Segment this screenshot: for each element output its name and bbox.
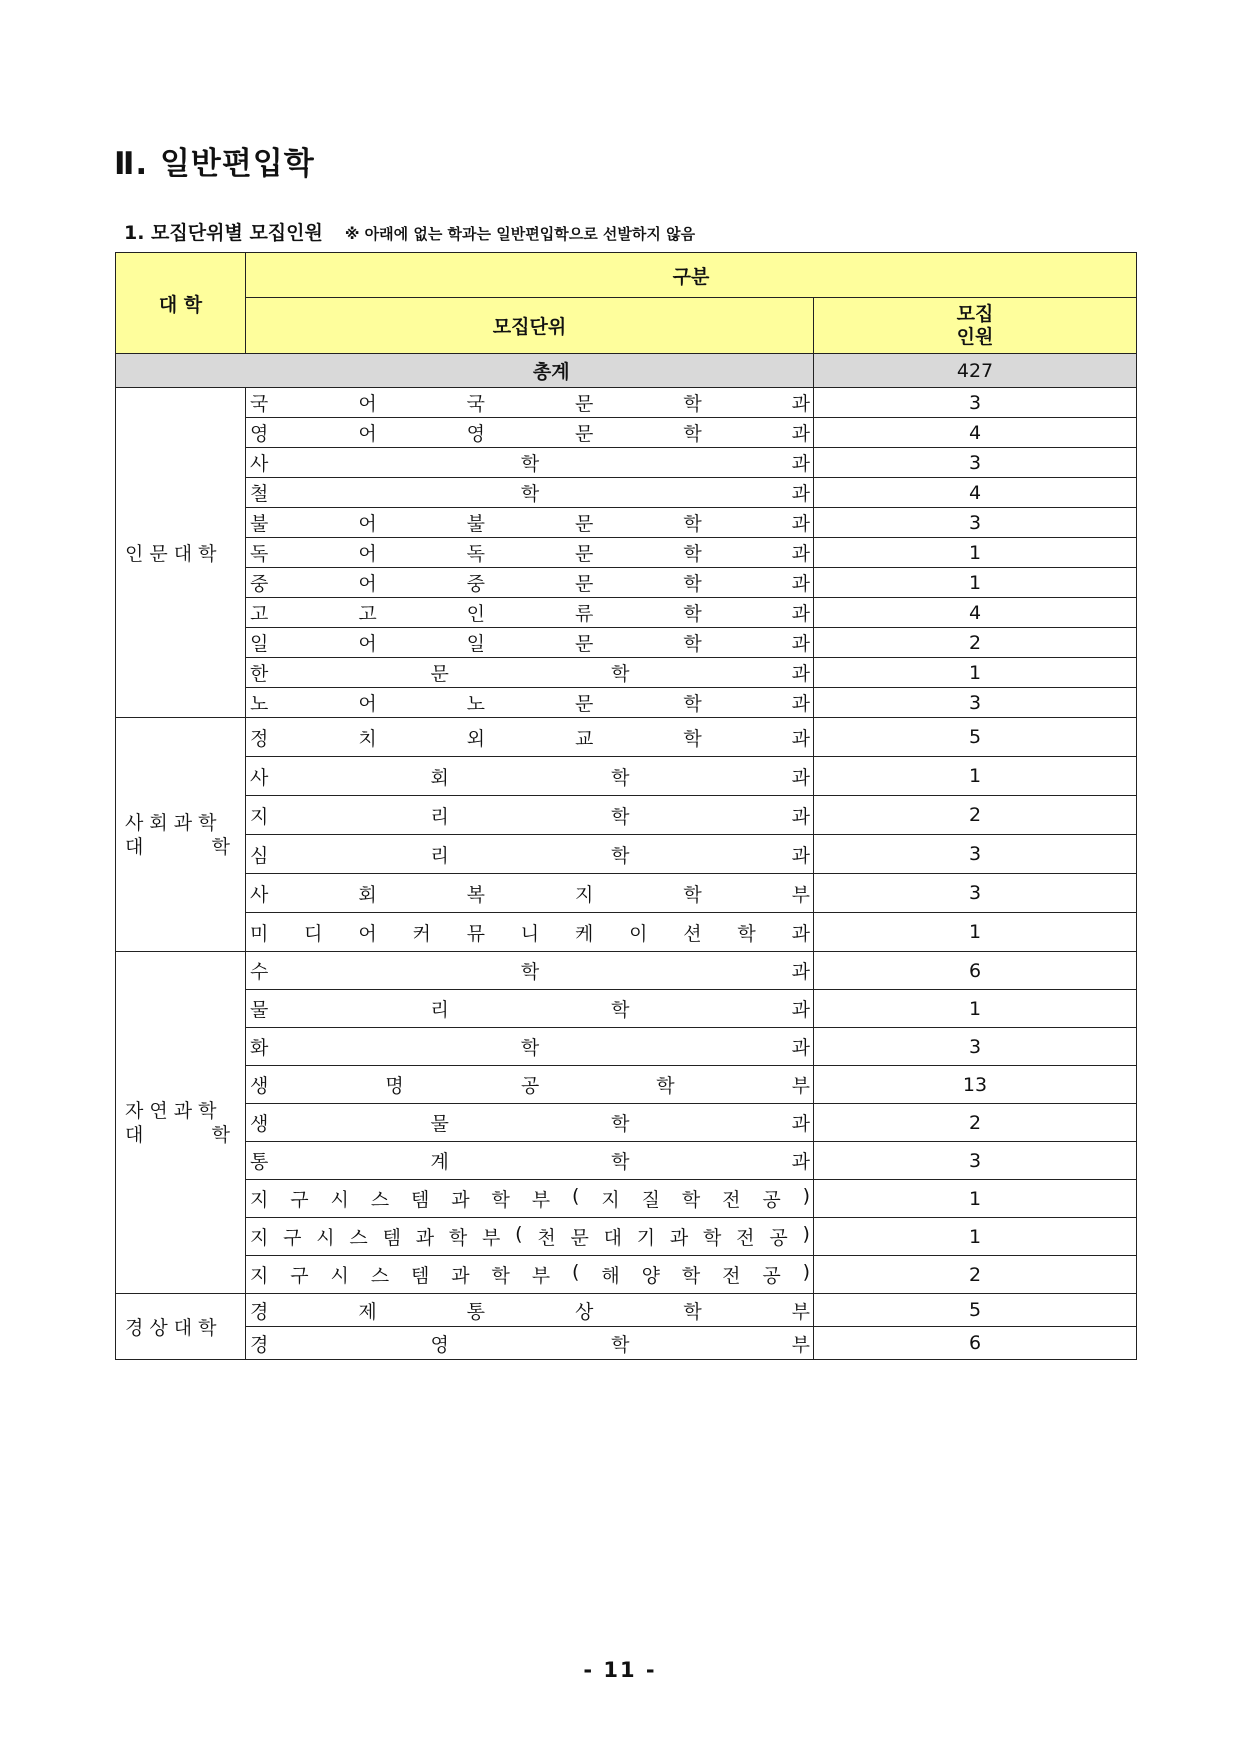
- unit-name: 중 어 중 문 학 과: [250, 573, 810, 595]
- total-value: 427: [814, 354, 1137, 388]
- table-row: [116, 718, 1137, 757]
- table-row: [116, 796, 1137, 835]
- unit-name: 사 회 복 지 학 부: [250, 883, 810, 906]
- unit-cell: [246, 913, 814, 952]
- quota-cell: 2: [814, 1256, 1137, 1294]
- table-row: [116, 508, 1137, 538]
- unit-cell: [246, 388, 814, 418]
- total-blank: [116, 354, 246, 388]
- table-row: [116, 478, 1137, 508]
- unit-cell: [246, 478, 814, 508]
- unit-name: 통 계 학 과: [250, 1151, 810, 1173]
- college-name: 사 회 과 학: [125, 811, 217, 834]
- header-unit: 모집단위: [246, 298, 814, 354]
- quota-cell: 3: [814, 1142, 1137, 1180]
- unit-cell: [246, 418, 814, 448]
- page-title: Ⅱ. 일반편입학: [114, 146, 315, 182]
- table-row: [116, 1327, 1137, 1360]
- table-row: [116, 835, 1137, 874]
- section-note: ※ 아래에 없는 학과는 일반편입학으로 선발하지 않음: [344, 225, 696, 243]
- unit-name: 수 학 과: [250, 961, 810, 983]
- unit-cell: [246, 1327, 814, 1360]
- table-row: [116, 568, 1137, 598]
- table-row: [116, 388, 1137, 418]
- unit-name: 영 어 영 문 학 과: [250, 423, 810, 445]
- section-heading: [124, 218, 695, 245]
- unit-name: 물 리 학 과: [250, 999, 810, 1021]
- table-row: [116, 874, 1137, 913]
- table-row: [116, 538, 1137, 568]
- page-number: - 11 -: [583, 1658, 657, 1682]
- total-label-text: 총계: [532, 361, 570, 383]
- unit-name: 불 어 불 문 학 과: [250, 513, 810, 535]
- quota-cell: 2: [814, 796, 1137, 835]
- unit-cell: [246, 1104, 814, 1142]
- unit-cell: [246, 1294, 814, 1327]
- table-row: [116, 658, 1137, 688]
- quota-cell: 1: [814, 757, 1137, 796]
- quota-cell: 5: [814, 1294, 1137, 1327]
- table-row: [116, 1294, 1137, 1327]
- header-quota-line2: 인원: [956, 325, 994, 348]
- table-row: [116, 1218, 1137, 1256]
- unit-name: 철 학 과: [250, 483, 810, 505]
- table-row: [116, 1180, 1137, 1218]
- unit-name: 일 어 일 문 학 과: [250, 633, 810, 655]
- quota-cell: 6: [814, 1327, 1137, 1360]
- quota-cell: 5: [814, 718, 1137, 757]
- header-quota: [814, 298, 1137, 354]
- unit-name: 경 제 통 상 학 부: [250, 1300, 810, 1323]
- college-cell: [116, 952, 246, 1294]
- unit-cell: [246, 448, 814, 478]
- college-cell: [116, 1294, 246, 1360]
- unit-name: 지 구 시 스 템 과 학 부 ( 해 양 학 전 공 ): [250, 1261, 810, 1287]
- unit-cell: [246, 1142, 814, 1180]
- table-row: [116, 688, 1137, 718]
- unit-name: 지 리 학 과: [250, 805, 810, 828]
- quota-cell: 4: [814, 478, 1137, 508]
- college-name-line2: 대 학: [125, 835, 230, 858]
- unit-name: 생 명 공 학 부: [250, 1075, 810, 1097]
- unit-name: 지 구 시 스 템 과 학 부 ( 지 질 학 전 공 ): [250, 1185, 810, 1211]
- table-row: [116, 1028, 1137, 1066]
- quota-cell: 3: [814, 508, 1137, 538]
- quota-cell: 6: [814, 952, 1137, 990]
- quota-cell: 3: [814, 1028, 1137, 1066]
- quota-cell: 4: [814, 418, 1137, 448]
- unit-cell: [246, 1066, 814, 1104]
- table-row: [116, 598, 1137, 628]
- quota-cell: 3: [814, 448, 1137, 478]
- unit-name: 고 고 인 류 학 과: [250, 603, 810, 625]
- unit-cell: [246, 628, 814, 658]
- college-cell: [116, 388, 246, 718]
- unit-name: 사 회 학 과: [250, 766, 810, 789]
- unit-cell: [246, 952, 814, 990]
- unit-cell: [246, 1028, 814, 1066]
- quota-cell: 3: [814, 835, 1137, 874]
- unit-cell: [246, 796, 814, 835]
- unit-cell: [246, 538, 814, 568]
- unit-cell: [246, 874, 814, 913]
- quota-cell: 2: [814, 1104, 1137, 1142]
- header-category-text: 구분: [672, 265, 710, 288]
- table-row: [116, 418, 1137, 448]
- quota-cell: 4: [814, 598, 1137, 628]
- quota-cell: 1: [814, 913, 1137, 952]
- college-name-line2: 대 학: [125, 1123, 230, 1146]
- table-row: [116, 757, 1137, 796]
- unit-cell: [246, 1218, 814, 1256]
- unit-name: 생 물 학 과: [250, 1113, 810, 1135]
- unit-cell: [246, 757, 814, 796]
- unit-cell: [246, 718, 814, 757]
- unit-cell: [246, 835, 814, 874]
- quota-cell: 3: [814, 874, 1137, 913]
- unit-name: 독 어 독 문 학 과: [250, 543, 810, 565]
- unit-name: 지 구 시 스 템 과 학 부 ( 천 문 대 기 과 학 전 공 ): [250, 1223, 810, 1249]
- quota-cell: 3: [814, 688, 1137, 718]
- table-row: [116, 448, 1137, 478]
- quota-cell: 1: [814, 990, 1137, 1028]
- table-row: [116, 952, 1137, 990]
- header-category: [246, 253, 1137, 298]
- recruitment-table: [115, 252, 1137, 1360]
- table-row: [116, 1256, 1137, 1294]
- quota-cell: 1: [814, 1180, 1137, 1218]
- unit-cell: [246, 1256, 814, 1294]
- unit-name: 노 어 노 문 학 과: [250, 693, 810, 715]
- quota-cell: 1: [814, 1218, 1137, 1256]
- header-quota-line1: 모집: [956, 302, 994, 325]
- table-row: [116, 1104, 1137, 1142]
- table-row: [116, 990, 1137, 1028]
- quota-cell: 1: [814, 658, 1137, 688]
- unit-name: 화 학 과: [250, 1037, 810, 1059]
- unit-cell: [246, 508, 814, 538]
- unit-name: 경 영 학 부: [250, 1333, 810, 1356]
- unit-cell: [246, 568, 814, 598]
- table-row: [116, 628, 1137, 658]
- college-name: 인 문 대 학: [125, 543, 217, 565]
- quota-cell: 2: [814, 628, 1137, 658]
- table-row: [116, 1066, 1137, 1104]
- header-college: 대 학: [116, 253, 246, 354]
- total-label: [246, 354, 814, 388]
- quota-cell: 3: [814, 388, 1137, 418]
- quota-cell: 1: [814, 568, 1137, 598]
- unit-cell: [246, 688, 814, 718]
- unit-cell: [246, 598, 814, 628]
- unit-cell: [246, 658, 814, 688]
- unit-name: 정 치 외 교 학 과: [250, 727, 810, 750]
- college-cell: [116, 718, 246, 952]
- unit-cell: [246, 990, 814, 1028]
- quota-cell: 1: [814, 538, 1137, 568]
- unit-name: 심 리 학 과: [250, 844, 810, 867]
- table-row: [116, 913, 1137, 952]
- unit-name: 사 학 과: [250, 453, 810, 475]
- college-name: 경 상 대 학: [125, 1317, 217, 1339]
- section-title: 1. 모집단위별 모집인원: [124, 222, 323, 244]
- quota-cell: 13: [814, 1066, 1137, 1104]
- college-name: 자 연 과 학: [125, 1099, 217, 1122]
- unit-name: 국 어 국 문 학 과: [250, 393, 810, 415]
- unit-name: 미 디 어 커 뮤 니 케 이 션 학 과: [250, 922, 810, 945]
- unit-name: 한 문 학 과: [250, 663, 810, 685]
- unit-cell: [246, 1180, 814, 1218]
- table-row: [116, 1142, 1137, 1180]
